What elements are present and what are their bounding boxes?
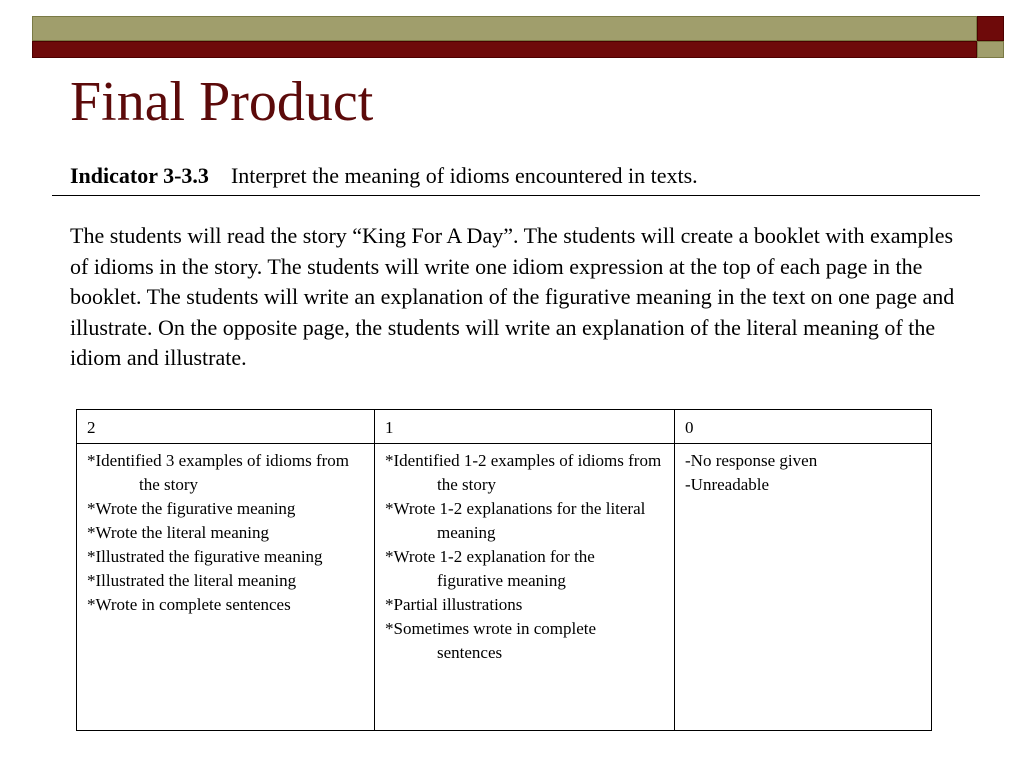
criterion-item: -Unreadable — [685, 475, 770, 494]
rubric-table — [76, 409, 932, 731]
slide-title: Final Product — [70, 71, 374, 133]
indicator-label: Indicator 3-3.3 — [70, 163, 209, 188]
criterion-item: *Partial illustrations — [385, 595, 523, 614]
header-bar-maroon — [32, 41, 977, 58]
criterion-item: *Illustrated the literal meaning — [87, 571, 297, 590]
criterion-item: *Wrote 1-2 explanation for the figurative meaning — [385, 547, 595, 590]
divider-rule — [52, 195, 980, 196]
criterion-item: *Wrote 1-2 explanations for the literal meaning — [385, 499, 646, 542]
description-paragraph: The students will read the story “King For A Day”. The students will create a booklet with examples of idioms in the story. The students will write one idiom expression at the top of each page in the booklet. The students will write an explanation of the figurative meaning in the text on one page and illustrate. On the opposite page, the students will write an explanation of the literal meaning of the idiom and illustrate. — [70, 223, 955, 370]
rubric-cell-score-2 — [77, 444, 375, 731]
criterion-item: *Wrote the figurative meaning — [87, 499, 296, 518]
indicator-text: Interpret the meaning of idioms encountered in texts. — [230, 163, 698, 188]
corner-square-olive — [977, 41, 1004, 58]
indicator-line — [70, 161, 698, 191]
criterion-item: *Wrote in complete sentences — [87, 595, 291, 614]
corner-square-maroon — [977, 16, 1004, 41]
criterion-item: *Sometimes wrote in complete sentences — [385, 619, 597, 662]
criterion-item: *Identified 1-2 examples of idioms from the story — [385, 451, 662, 494]
rubric-header-row — [77, 410, 932, 444]
criterion-item: -No response given — [685, 451, 818, 470]
criterion-item: *Wrote the literal meaning — [87, 523, 269, 542]
criterion-item: *Identified 3 examples of idioms from the story — [87, 451, 350, 494]
rubric-header-score-0: 0 — [675, 410, 932, 444]
header-bar-olive — [32, 16, 977, 41]
rubric-criteria-row — [77, 444, 932, 731]
rubric-header-score-1: 1 — [375, 410, 675, 444]
rubric-cell-score-1 — [375, 444, 675, 731]
criterion-item: *Illustrated the figurative meaning — [87, 547, 323, 566]
rubric-header-score-2: 2 — [77, 410, 375, 444]
rubric-cell-score-0 — [675, 444, 932, 731]
